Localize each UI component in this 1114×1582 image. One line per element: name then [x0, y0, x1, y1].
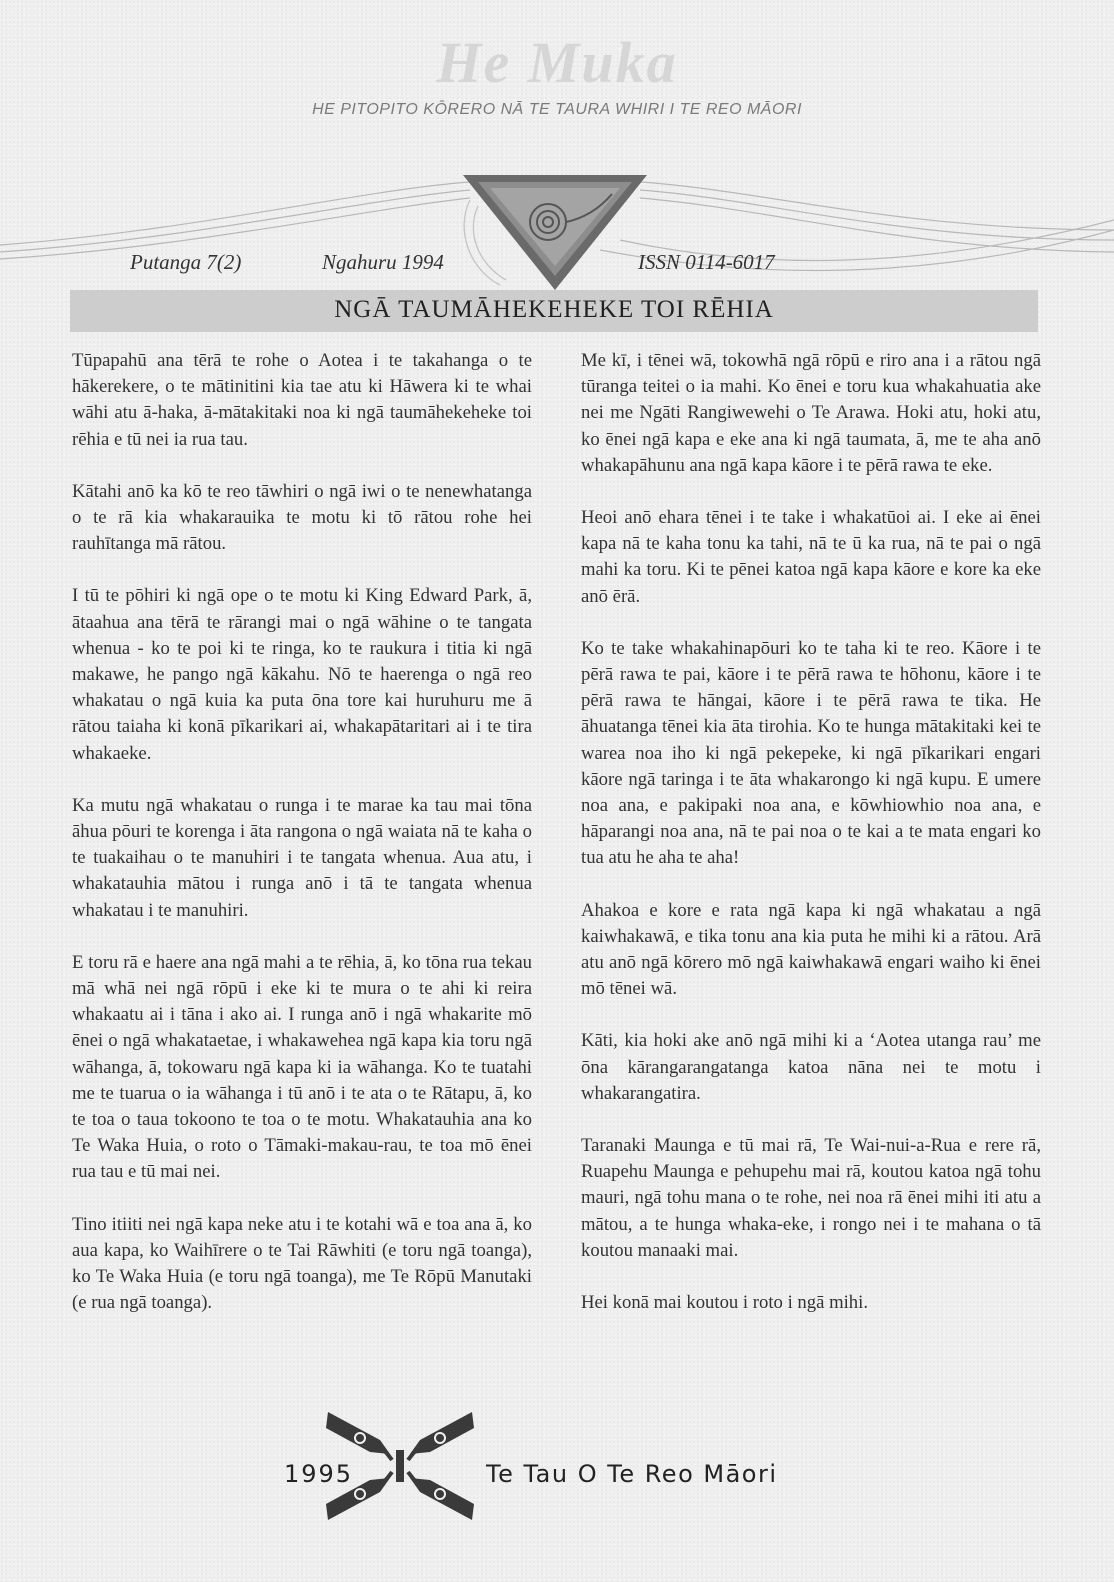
masthead-subtitle: HE PITOPITO KŌRERO NĀ TE TAURA WHIRI I TE REO MĀORI	[312, 101, 802, 118]
paragraph: Taranaki Maunga e tū mai rā, Te Wai-nui-a-Rua e rere rā, Ruapehu Maunga e pehupehu mai rā, koutou katoa ngā tohu mauri, ngā tohu mana o te rohe, nei noa rā ēnei mihi iti atu a mātou, a te hunga whaka-eke, i rongo nei i te mahana o tā koutou manaaki mai.	[581, 1135, 1041, 1261]
paragraph: Tino itiiti nei ngā kapa neke atu i te kotahi wā e toa ana ā, ko aua kapa, ko Waihīrere o te Tai Rāwhiti (e toru ngā toanga), ko Te Waka Huia (e toru ngā toanga), me Te Rōpū Manutaki (e rua ngā toanga).	[72, 1213, 532, 1314]
footer-year: 1995	[284, 1460, 354, 1488]
paragraph: Me kī, i tēnei wā, tokowhā ngā rōpū e riro ana i a rātou ngā tūranga teitei o ia mahi. Ko ēnei e toru kua whakahuatia ake nei me Ngāti Rangiwewehi o Te Arawa. Hoki atu, hoki atu, ko ēnei ngā kapa e eke ana ki ngā taumata, ā, me te aha anō whakapāhunu ana ngā kapa kāore i te pērā rawa te eke.	[581, 350, 1041, 476]
headline: NGĀ TAUMĀHEKEHEKE TOI RĒHIA	[334, 296, 774, 323]
paragraph: E toru rā e haere ana ngā mahi a te rēhia, ā, ko tōna rua tekau mā whā nei ngā rōpū i eke ki te mura o te ahi ki reira whakaatu ai i tāna i ako ai. I runga anō i ngā whakarite mō ēnei o ngā whakataetae, i whakawehea ngā kapa kia toru ngā wāhanga, ā, tokowaru ngā kapa ki ia wāhanga. Ko te tuatahi me te tuarua o ia wāhanga i tū anō i te ata o te Rātapu, ā, ko te toa o taua tokoono te toa o te motu. Whakatauhia ana ko Te Waka Huia, o roto o Tāmaki-makau-rau, te toa mō ēnei rua tau e tū mai nei.	[72, 951, 532, 1183]
article-column-right	[581, 348, 1041, 1342]
issue-number: Putanga 7(2)	[130, 250, 242, 274]
paragraph: Kātahi anō ka kō te reo tāwhiri o ngā iwi o te nenewhatanga o te rā kia whakarauika te motu ki tō rātou rohe hei rauhītanga mā rātou.	[72, 480, 532, 555]
issue-date: Ngahuru 1994	[322, 250, 444, 274]
footer-slogan: Te Tau O Te Reo Māori	[486, 1460, 778, 1488]
paragraph: I tū te pōhiri ki ngā ope o te motu ki King Edward Park, ā, ātaahua ana tērā te rārangi mai o ngā wāhine o te tangata whenua - ko te poi ki te ringa, ko te raukura i titia ki ngā makawe, he pango ngā kākahu. Nō te haerenga o ngā reo whakatau o ngā kuia ka puta ōna tore kai huruhuru me ā rātou taiaha ki konā pīkarikari ai, whakapātaritari ai i te tira whakaeke.	[72, 585, 532, 764]
issue-issn: ISSN 0114-6017	[638, 250, 775, 274]
masthead-title: He Muka	[436, 30, 678, 95]
paragraph: Hei konā mai koutou i roto i ngā mihi.	[581, 1292, 869, 1314]
triangle-koru-emblem-icon	[0, 160, 1114, 300]
paragraph: Ka mutu ngā whakatau o runga i te marae ka tau mai tōna āhua pōuri te korenga i āta rangona o ngā waiata nā te kaha o te tuakaihau o te manuhiri i te tangata whenua. Aua atu, i whakatauhia mātou i runga anō i tā te tangata whenua whakatau i te manuhiri.	[72, 794, 532, 921]
paragraph: Ko te take whakahinapōuri ko te taha ki te reo. Kāore i te pērā rawa te pai, kāore i te pērā rawa te hōhonu, kāore i te pērā rawa te hāngai, kāore i te pērā rawa te tika. He āhuatanga tēnei kia āta tirohia. Ko te hunga mātakitaki kei te warea noa iho ki ngā pekepeke, ki ngā pīkarikari engari kāore ngā taringa i te āta whakarongo ki ngā kupu. E umere noa ana, e pakipaki noa ana, e kōwhiowhio noa ana, e hāparangi noa ana, nā te pai noa o te kai a te mata engari ko tua atu he aha te aha!	[581, 637, 1041, 869]
paragraph: Ahakoa e kore e rata ngā kapa ki ngā whakatau a ngā kaiwhakawā, e tika tonu ana kia puta he mihi ki a rātou. Arā atu anō ngā kōrero mō ngā kaiwhakawā engari waiho ki ēnei mō tēnei wā.	[581, 899, 1041, 1000]
paragraph: Tūpapahū ana tērā te rohe o Aotea i te takahanga o te hākerekere, o te mātinitini kia tae atu ki Hāwera ki te whai wāhi atu ā-haka, ā-mātakitaki noa ki ngā taumāhekeheke toi rēhia e tū nei ia rua tau.	[72, 350, 532, 450]
paragraph: Kāti, kia hoki ake anō ngā mihi ki a ‘Aotea utanga rau’ me ōna kārangarangatanga katoa nāna nei te motu i whakarangatira.	[581, 1030, 1041, 1104]
paragraph: Heoi anō ehara tēnei i te take i whakatūoi ai. I eke ai ēnei kapa nā te kaha tonu ka tahi, nā te ū ka rua, nā te pai o ngā mahi ka toru. Ki te pēnei katoa ngā kapa kāore e kore ka eke anō ērā.	[581, 507, 1041, 607]
article-column-left	[72, 348, 532, 1343]
